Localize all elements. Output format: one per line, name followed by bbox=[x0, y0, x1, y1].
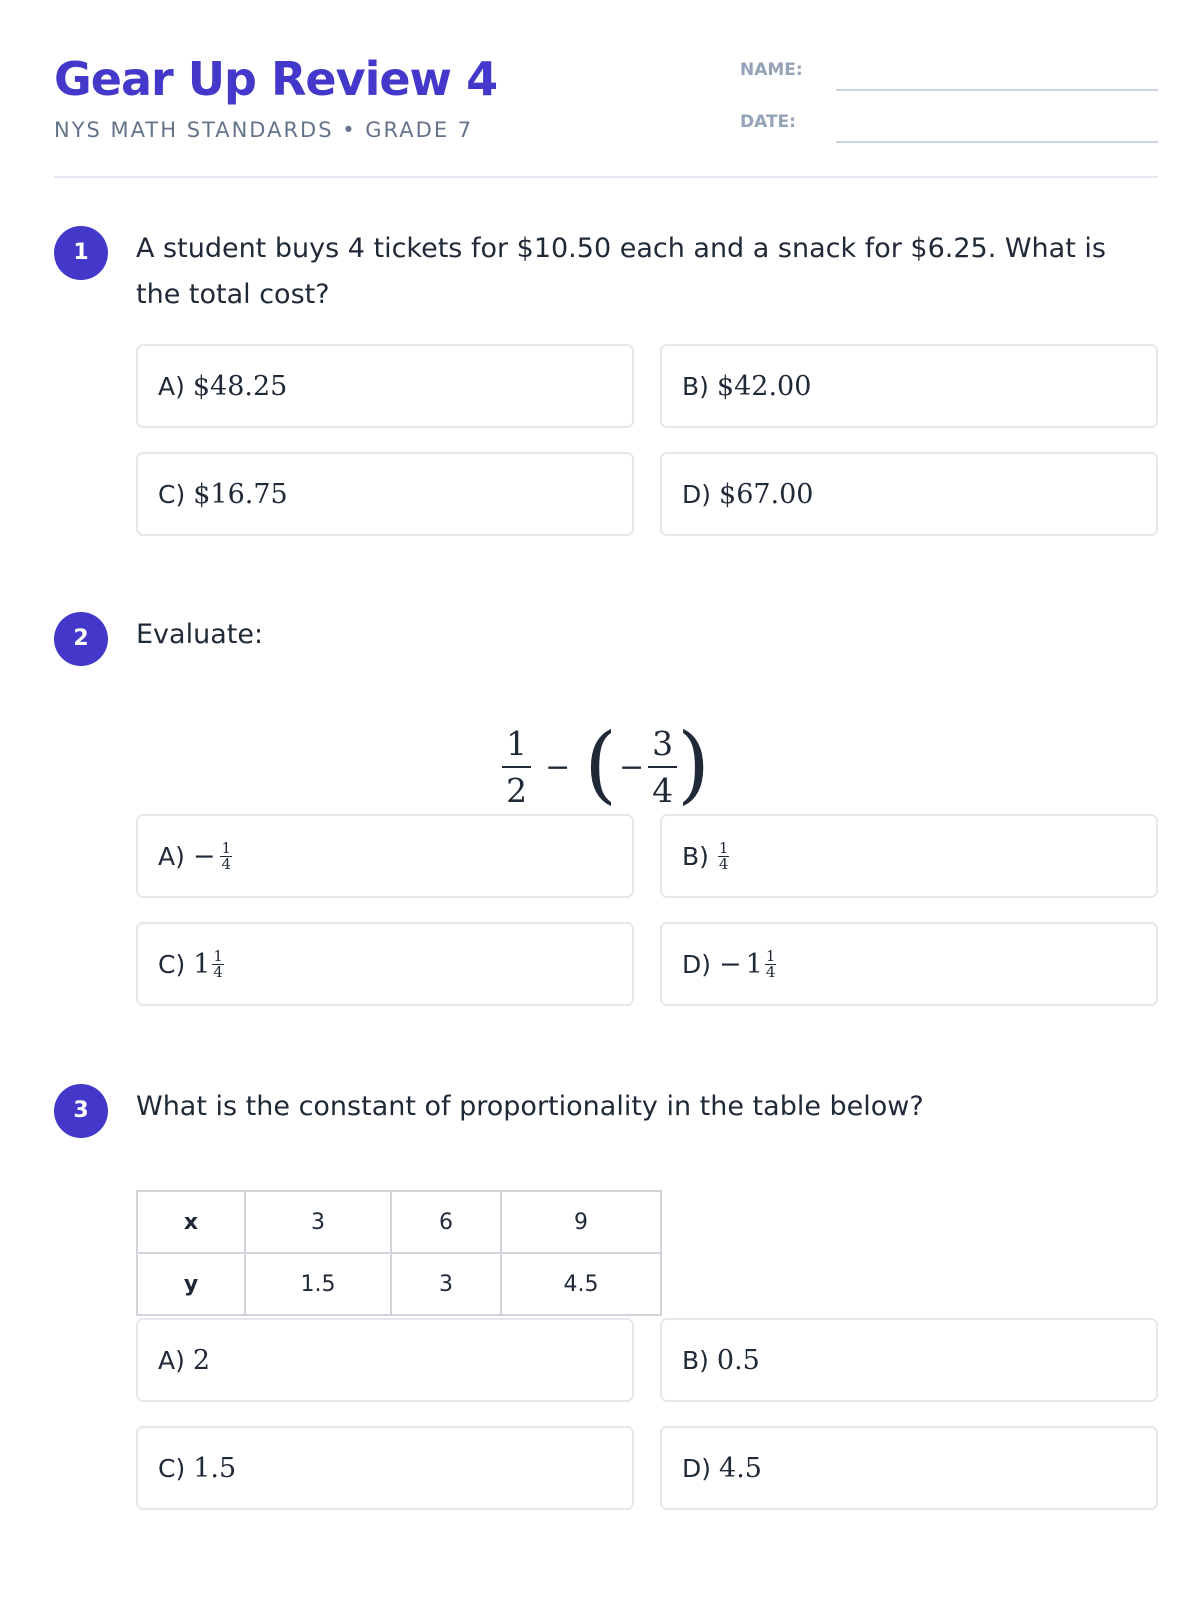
answer-choice-d[interactable] bbox=[660, 922, 1158, 1006]
choice-value bbox=[193, 946, 225, 981]
choice-value: $48.25 bbox=[192, 370, 288, 402]
page-title: Gear Up Review 4 bbox=[54, 52, 498, 106]
question-number-badge: 3 bbox=[54, 1084, 108, 1138]
table-row bbox=[137, 1253, 661, 1315]
answer-choice-c[interactable] bbox=[136, 922, 634, 1006]
table-cell: 3 bbox=[391, 1253, 501, 1315]
choice-letter: C) bbox=[158, 479, 186, 509]
answer-choice-b[interactable] bbox=[660, 814, 1158, 898]
choice-letter: B) bbox=[682, 1345, 709, 1375]
question-text: Evaluate: bbox=[136, 619, 264, 650]
denominator: 4 bbox=[765, 962, 776, 981]
choice-letter: A) bbox=[158, 841, 185, 871]
table-row-header: y bbox=[137, 1253, 245, 1315]
numerator: 1 bbox=[213, 946, 223, 965]
answer-choice-d[interactable] bbox=[660, 452, 1158, 536]
left-parenthesis: ( bbox=[584, 715, 617, 813]
table-row bbox=[137, 1191, 661, 1253]
numerator: 1 bbox=[502, 727, 531, 768]
date-field[interactable] bbox=[836, 141, 1158, 143]
worksheet-header bbox=[54, 52, 1158, 178]
choice-value: 1.5 bbox=[193, 1452, 237, 1484]
choice-value: 2 bbox=[192, 1344, 211, 1376]
fraction bbox=[718, 838, 730, 873]
choice-sign: − bbox=[719, 948, 742, 980]
choice-value bbox=[719, 946, 777, 981]
denominator: 4 bbox=[213, 962, 223, 981]
answer-choice-c[interactable] bbox=[136, 452, 634, 536]
choice-letter: B) bbox=[682, 371, 709, 401]
choice-letter: A) bbox=[158, 1345, 185, 1375]
fraction bbox=[648, 724, 677, 810]
fraction bbox=[765, 946, 777, 981]
question-text: What is the constant of proportionality in the table below? bbox=[136, 1091, 924, 1122]
numerator: 1 bbox=[765, 946, 776, 965]
table-row-header: x bbox=[137, 1191, 245, 1253]
numerator: 3 bbox=[648, 727, 677, 768]
answer-choice-b[interactable] bbox=[660, 1318, 1158, 1402]
answer-choice-a[interactable] bbox=[136, 1318, 634, 1402]
choice-letter: C) bbox=[158, 949, 186, 979]
fraction bbox=[212, 946, 224, 981]
right-parenthesis: ) bbox=[677, 715, 710, 813]
choice-value: $67.00 bbox=[719, 478, 814, 510]
page-subtitle: NYS MATH STANDARDS • GRADE 7 bbox=[54, 118, 474, 142]
table-cell: 6 bbox=[391, 1191, 501, 1253]
choice-sign: − bbox=[192, 840, 216, 872]
question-number-badge: 1 bbox=[54, 226, 108, 280]
denominator: 4 bbox=[652, 771, 674, 810]
denominator: 4 bbox=[718, 854, 729, 873]
numerator: 1 bbox=[221, 838, 232, 857]
fraction bbox=[220, 838, 232, 873]
choice-letter: D) bbox=[682, 949, 712, 979]
choice-letter: A) bbox=[158, 371, 185, 401]
whole-number: 1 bbox=[745, 948, 763, 980]
answer-choice-d[interactable] bbox=[660, 1426, 1158, 1510]
table-cell: 1.5 bbox=[245, 1253, 391, 1315]
choice-letter: C) bbox=[158, 1453, 186, 1483]
worksheet-page bbox=[54, 0, 1158, 1600]
question-text: A student buys 4 tickets for $10.50 each and a snack for $6.25. What is the total cost? bbox=[136, 233, 1106, 310]
choice-value: $42.00 bbox=[716, 370, 812, 402]
answer-choice-a[interactable] bbox=[136, 344, 634, 428]
name-label: NAME: bbox=[740, 60, 803, 80]
choice-value bbox=[717, 838, 731, 873]
table-cell: 9 bbox=[501, 1191, 661, 1253]
numerator: 1 bbox=[718, 838, 729, 857]
math-expression bbox=[54, 712, 1158, 822]
denominator: 4 bbox=[221, 854, 232, 873]
choice-value: $16.75 bbox=[193, 478, 288, 510]
table-cell: 4.5 bbox=[501, 1253, 661, 1315]
whole-number: 1 bbox=[193, 948, 211, 980]
question-number-badge: 2 bbox=[54, 612, 108, 666]
denominator: 2 bbox=[506, 771, 528, 810]
date-label: DATE: bbox=[740, 112, 796, 132]
name-field[interactable] bbox=[836, 89, 1158, 91]
table-cell: 3 bbox=[245, 1191, 391, 1253]
choice-value: 4.5 bbox=[719, 1452, 762, 1484]
choice-value: 0.5 bbox=[716, 1344, 760, 1376]
choice-value bbox=[192, 838, 233, 873]
choice-letter: D) bbox=[682, 1453, 712, 1483]
minus-operator: − bbox=[545, 749, 571, 785]
answer-choice-a[interactable] bbox=[136, 814, 634, 898]
answer-choice-b[interactable] bbox=[660, 344, 1158, 428]
choice-letter: D) bbox=[682, 479, 712, 509]
fraction bbox=[502, 724, 531, 810]
choice-letter: B) bbox=[682, 841, 709, 871]
proportion-table bbox=[136, 1190, 662, 1316]
answer-choice-c[interactable] bbox=[136, 1426, 634, 1510]
negative-sign: − bbox=[619, 749, 645, 785]
